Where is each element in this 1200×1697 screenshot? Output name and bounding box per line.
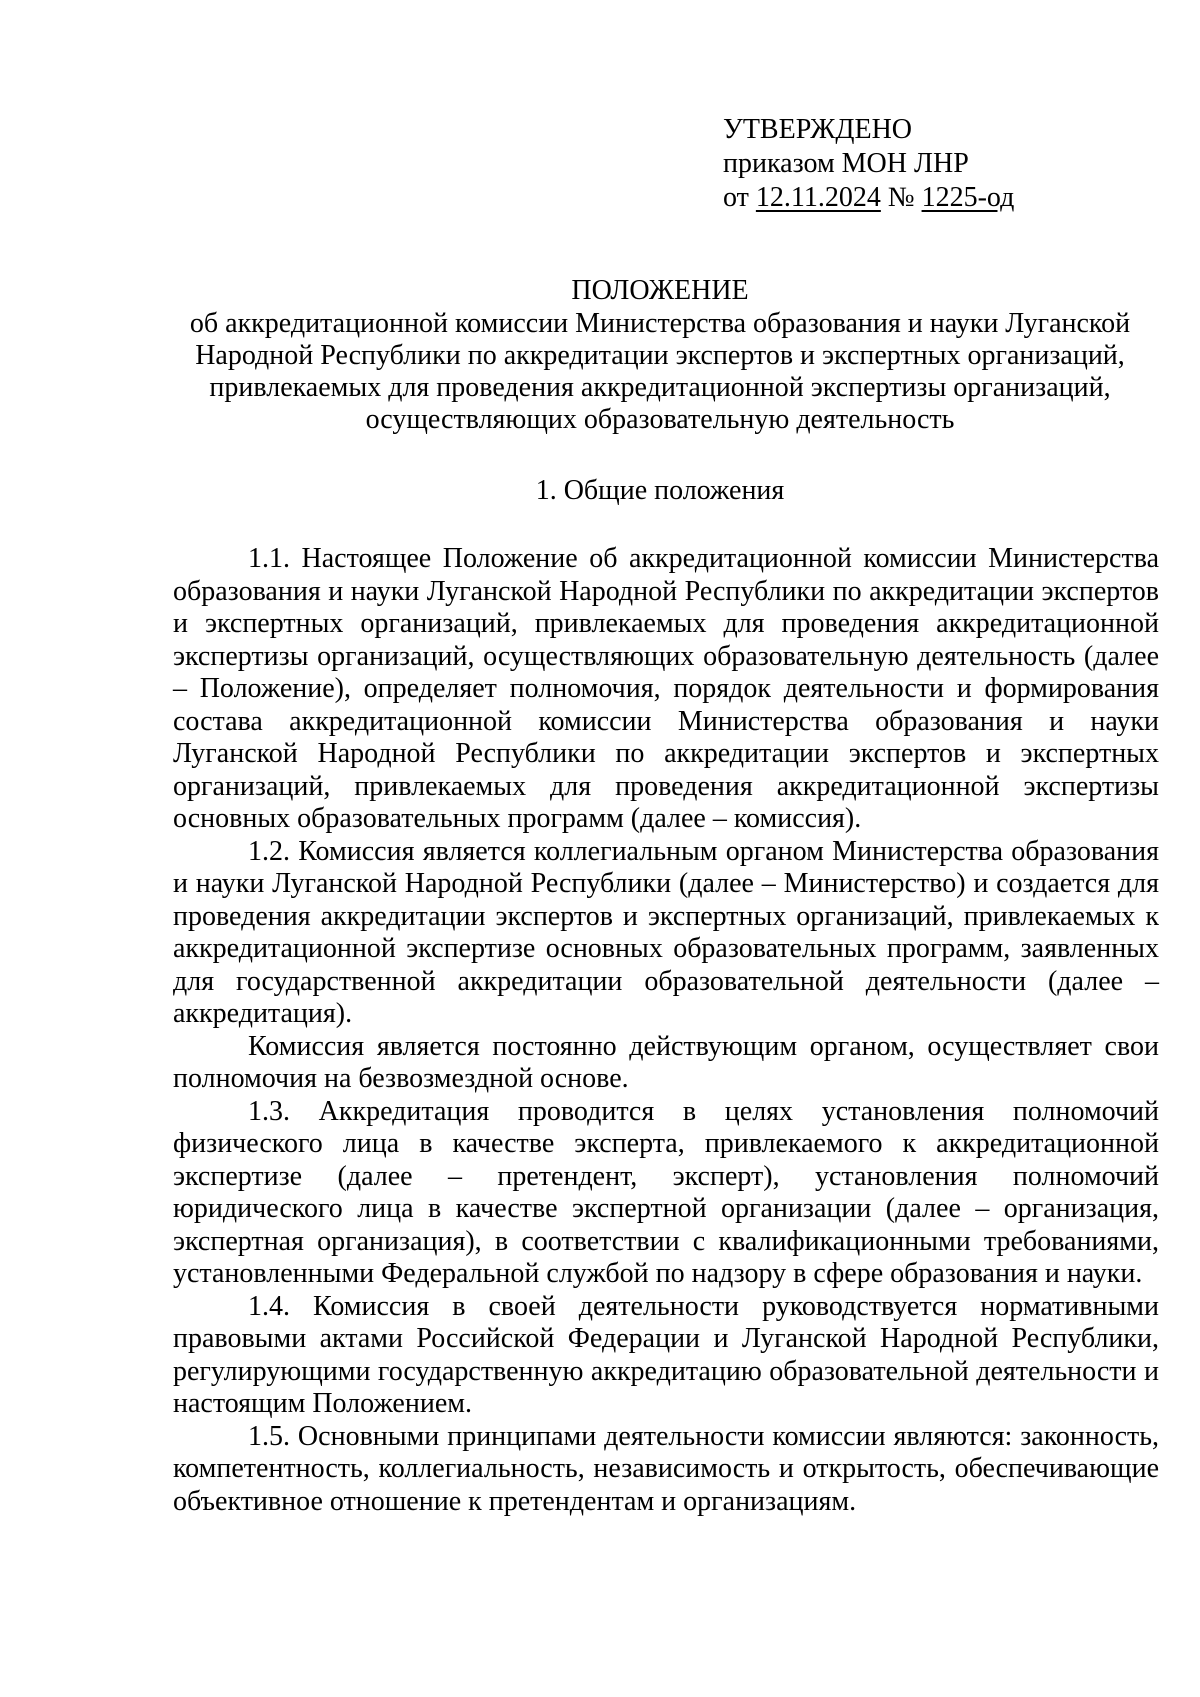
paragraph-1-2-continued: Комиссия является постоянно действующим органом, осуществляет свои полномочия на безвозмездной основе. — [173, 1030, 1159, 1094]
title-line: осуществляющих образовательную деятельность — [365, 404, 955, 435]
section-heading: 1. Общие положения — [535, 475, 785, 506]
approval-stamp — [723, 113, 1014, 215]
section-body — [173, 543, 1159, 1518]
approval-number: 1225-од — [921, 182, 1015, 213]
approval-date-prefix: от — [723, 182, 749, 213]
approval-date: 12.11.2024 — [755, 182, 881, 213]
document-title — [160, 275, 1160, 436]
title-line: Народной Республики по аккредитации экспертов и экспертных организаций, — [195, 340, 1125, 371]
title-line: об аккредитационной комиссии Министерства образования и науки Луганской — [189, 308, 1131, 339]
paragraph-1-1: 1.1. Настоящее Положение об аккредитационной комиссии Министерства образования и науки Луганской Народной Республики по аккредитации экспертов и экспертных организаций, привлекаемых для проведения аккредитационной экспертизы организаций, осуществляющих образовательную деятельность (далее – Положение), определяет полномочия, порядок деятельности и формирования состава аккредитационной комиссии Министерства образования и науки Луганской Народной Республики по аккредитации экспертов и экспертных организаций, привлекаемых для проведения аккредитационной экспертизы основных образовательных программ (далее – комиссия). — [173, 543, 1159, 834]
approval-number-sign: № — [887, 182, 915, 213]
title-line: привлекаемых для проведения аккредитационной экспертизы организаций, — [209, 372, 1111, 403]
paragraph-1-5: 1.5. Основными принципами деятельности комиссии являются: законность, компетентность, коллегиальность, независимость и открытость, обеспечивающие объективное отношение к претендентам и организациям. — [173, 1420, 1159, 1517]
approval-order: приказом МОН ЛНР — [723, 148, 969, 179]
paragraph-1-2: 1.2. Комиссия является коллегиальным органом Министерства образования и науки Луганской Народной Республики (далее – Министерство) и создается для проведения аккредитации экспертов и экспертных организаций, привлекаемых к аккредитационной экспертизе основных образовательных программ, заявленных для государственной аккредитации образовательной деятельности (далее – аккредитация). — [173, 835, 1159, 1029]
approval-heading: УТВЕРЖДЕНО — [723, 114, 913, 145]
document-type: ПОЛОЖЕНИЕ — [571, 275, 749, 306]
approval-date-line — [723, 181, 1014, 215]
paragraph-1-3: 1.3. Аккредитация проводится в целях установления полномочий физического лица в качестве эксперта, привлекаемого к аккредитационной экспертизе (далее – претендент, эксперт), установления полномочий юридического лица в качестве экспертной организации (далее – организация, экспертная организация), в соответствии с квалификационными требованиями, установленными Федеральной службой по надзору в сфере образования и науки. — [173, 1095, 1159, 1289]
paragraph-1-4: 1.4. Комиссия в своей деятельности руководствуется нормативными правовыми актами Российской Федерации и Луганской Народной Республики, регулирующими государственную аккредитацию образовательной деятельности и настоящим Положением. — [173, 1290, 1159, 1419]
